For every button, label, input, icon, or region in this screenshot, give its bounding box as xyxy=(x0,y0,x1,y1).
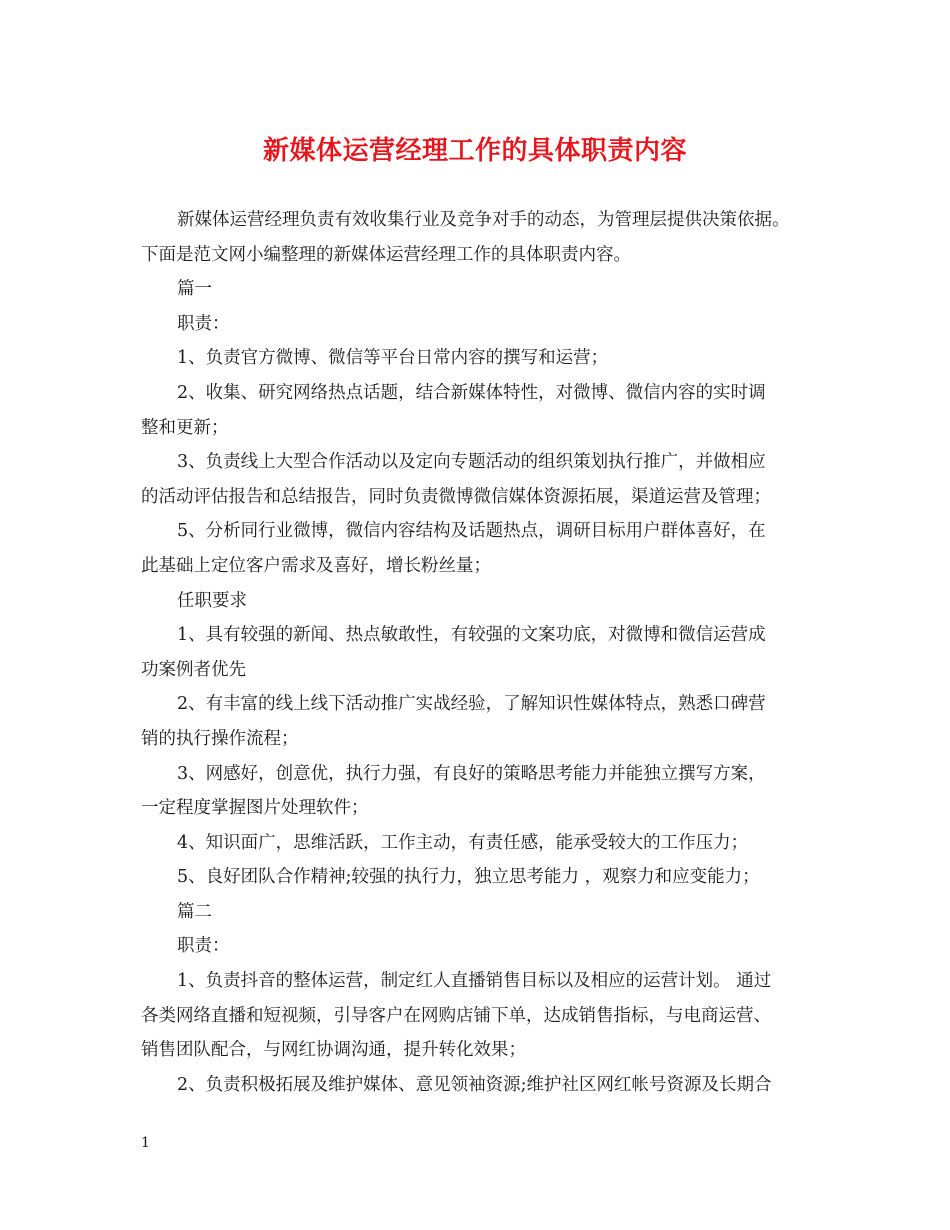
text-line: 篇二 xyxy=(177,901,212,922)
text-line: 2、有丰富的线上线下活动推广实战经验，了解知识性媒体特点，熟悉口碑营 xyxy=(177,694,766,715)
text-line: 2、负责积极拓展及维护媒体、意见领袖资源;维护社区网红帐号资源及长期合 xyxy=(177,1074,772,1095)
text-line: 篇一 xyxy=(177,279,212,300)
text-line: 各类网络直播和短视频，引导客户在网购店铺下单，达成销售指标，与电商运营、 xyxy=(141,1005,771,1026)
text-line: 5、分析同行业微博，微信内容结构及话题热点，调研目标用户群体喜好，在 xyxy=(177,521,766,542)
text-line: 3、负责线上大型合作活动以及定向专题活动的组织策划执行推广，并做相应 xyxy=(177,452,766,473)
text-line: 新媒体运营经理负责有效收集行业及竞争对手的动态，为管理层提供决策依据。 xyxy=(177,210,790,230)
document-body xyxy=(141,203,821,1102)
document-title: 新媒体运营经理工作的具体职责内容 xyxy=(262,136,687,166)
text-line: 功案例者优先 xyxy=(141,659,246,680)
text-line: 1、负责抖音的整体运营，制定红人直播销售目标以及相应的运营计划。 通过 xyxy=(177,971,772,992)
text-line: 1、负责官方微博、微信等平台日常内容的撰写和运营； xyxy=(177,348,609,369)
text-line: 任职要求 xyxy=(177,590,247,611)
text-line: 的活动评估报告和总结报告，同时负责微博微信媒体资源拓展，渠道运营及管理； xyxy=(141,486,771,507)
text-line: 下面是范文网小编整理的新媒体运营经理工作的具体职责内容。 xyxy=(141,244,631,265)
text-line: 5、良好团队合作精神;较强的执行力，独立思考能力 ，观察力和应变能力； xyxy=(177,867,760,888)
text-line: 4、知识面广，思维活跃，工作主动，有责任感，能承受较大的工作压力； xyxy=(177,832,749,853)
page-number: 1 xyxy=(141,1135,150,1151)
text-line: 1、具有较强的新闻、热点敏敢性，有较强的文案功底，对微博和微信运营成 xyxy=(177,625,766,646)
text-line: 3、网感好，创意优，执行力强，有良好的策略思考能力并能独立撰写方案， xyxy=(177,763,766,784)
text-line: 一定程度掌握图片处理软件； xyxy=(141,798,369,819)
text-line: 职责： xyxy=(177,313,230,334)
text-line: 职责： xyxy=(177,936,230,957)
text-line: 整和更新； xyxy=(141,417,229,438)
text-line: 销的执行操作流程； xyxy=(141,728,299,749)
text-line: 销售团队配合，与网红协调沟通，提升转化效果； xyxy=(141,1040,526,1061)
text-line: 2、收集、研究网络热点话题，结合新媒体特性，对微博、微信内容的实时调 xyxy=(177,382,766,403)
text-line: 此基础上定位客户需求及喜好，增长粉丝量； xyxy=(141,555,491,576)
